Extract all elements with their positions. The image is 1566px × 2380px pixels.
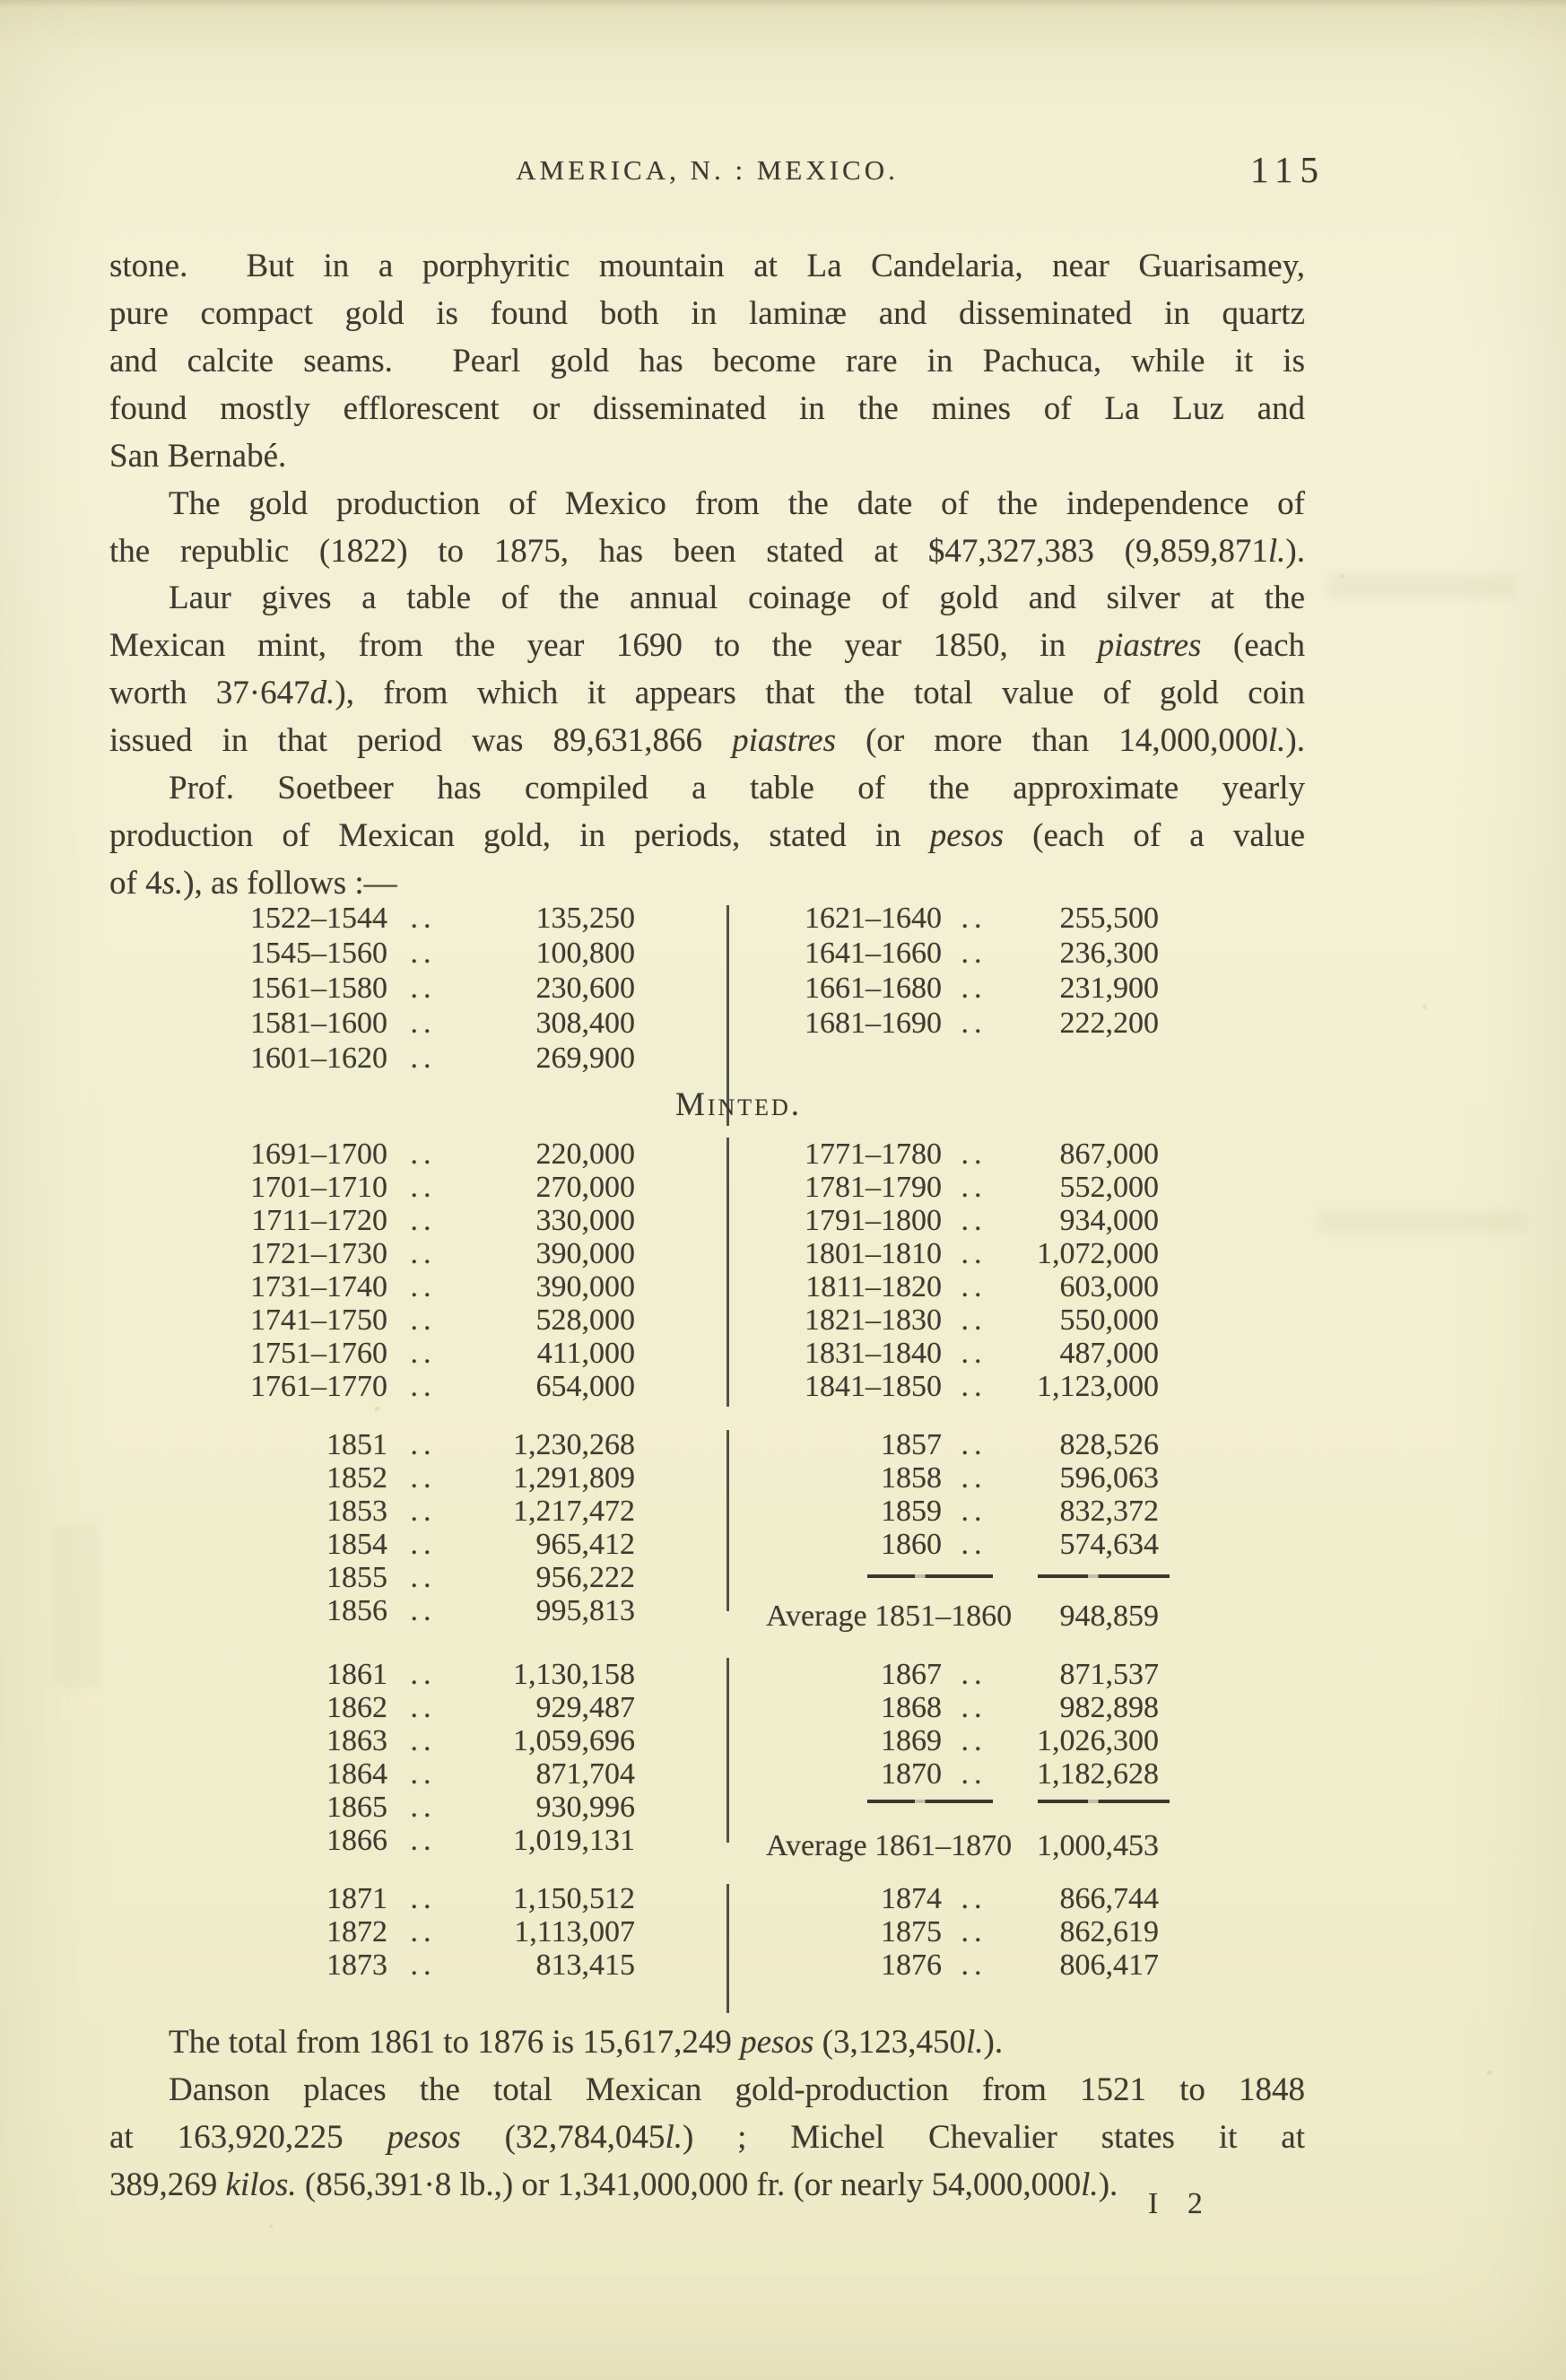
leader-dots: .. [961, 902, 987, 935]
leader-dots: .. [961, 1237, 987, 1270]
value-cell: 867,000 [1059, 1138, 1159, 1171]
italic-run: l. [665, 2119, 683, 2156]
column-divider-line [726, 1658, 729, 1843]
show-through-mark [1318, 1211, 1525, 1233]
leader-dots: .. [410, 1303, 437, 1337]
text-run: (3,123,450 [813, 2024, 966, 2061]
text-run: (856,391·8 lb.,) or 1,341,000,000 fr. (or nearly 54,000,000 [296, 2166, 1082, 2203]
value-cell: 1,019,131 [513, 1824, 635, 1857]
table-right-half [726, 902, 1159, 1042]
minted-heading: Minted. [674, 1086, 803, 1123]
period-cell: 1831–1840 [805, 1337, 942, 1370]
period-cell: 1581–1600 [250, 1007, 387, 1040]
total-rule [867, 1574, 993, 1578]
show-through-mark [54, 1525, 99, 1687]
value-cell: 1,217,472 [513, 1495, 635, 1528]
value-cell: 231,900 [1059, 972, 1159, 1005]
leader-dots: .. [410, 1495, 437, 1528]
value-cell: 1,291,809 [513, 1461, 635, 1495]
value-cell: 390,000 [535, 1270, 635, 1303]
average-label: Average 1851–1860 [766, 1600, 1013, 1633]
text-line [109, 2018, 1305, 2066]
value-cell: 330,000 [535, 1204, 635, 1237]
value-cell: 1,130,158 [513, 1658, 635, 1691]
value-cell: 934,000 [1059, 1204, 1159, 1237]
text-run: ), from which it appears that the total value of gold coin [335, 675, 1305, 711]
value-cell: 552,000 [1059, 1171, 1159, 1204]
period-cell: 1811–1820 [805, 1270, 942, 1303]
leader-dots: .. [410, 1757, 437, 1791]
leader-dots: .. [961, 1007, 987, 1040]
text-run: The total from 1861 to 1876 is 15,617,249 [169, 2024, 741, 2061]
total-rule [867, 1800, 993, 1803]
period-cell: 1874 [881, 1882, 942, 1915]
period-cell: 1771–1780 [805, 1138, 942, 1171]
leader-dots: .. [961, 1658, 987, 1691]
period-cell: 1868 [881, 1691, 942, 1724]
text-run: issued in that period was 89,631,866 [109, 722, 733, 759]
period-cell: 1791–1800 [805, 1204, 942, 1237]
period-cell: 1853 [326, 1495, 387, 1528]
text-line [109, 480, 1305, 527]
period-cell: 1855 [326, 1561, 387, 1594]
italic-run: l. [1267, 533, 1286, 570]
period-cell: 1872 [326, 1915, 387, 1948]
text-line [109, 2114, 1305, 2161]
text-run: Danson places the total Mexican gold-production from 1521 to 1848 [169, 2071, 1305, 2108]
text-run: ). [1098, 2166, 1118, 2203]
italic-run: pesos [387, 2119, 461, 2156]
period-cell: 1861 [326, 1658, 387, 1691]
period-cell: 1862 [326, 1691, 387, 1724]
leader-dots: .. [410, 1428, 437, 1461]
period-cell: 1854 [326, 1528, 387, 1561]
period-cell: 1852 [326, 1461, 387, 1495]
leader-dots: .. [410, 1237, 437, 1270]
value-cell: 866,744 [1059, 1882, 1159, 1915]
show-through-mark [1327, 574, 1516, 597]
page-number: 115 [1250, 149, 1326, 190]
text-line [109, 432, 1305, 480]
italic-run: piastres [1097, 627, 1202, 664]
paragraph-p4 [109, 764, 1305, 907]
value-cell: 929,487 [535, 1691, 635, 1724]
paragraph-p6 [109, 2066, 1305, 2209]
text-line [109, 622, 1305, 669]
period-cell: 1851 [326, 1428, 387, 1461]
leader-dots: .. [961, 1495, 987, 1528]
printer-signature: I 2 [1148, 2187, 1214, 2220]
period-cell: 1865 [326, 1791, 387, 1824]
value-cell: 956,222 [535, 1561, 635, 1594]
text-line [109, 2066, 1305, 2114]
leader-dots: .. [410, 1007, 437, 1040]
leader-dots: .. [961, 1724, 987, 1757]
period-cell: 1801–1810 [805, 1237, 942, 1270]
period-cell: 1691–1700 [250, 1138, 387, 1171]
period-cell: 1821–1830 [805, 1303, 942, 1337]
text-line [109, 527, 1305, 575]
text-run: Prof. Soetbeer has compiled a table of the approximate yearly [169, 770, 1305, 806]
text-run: stone. But in a porphyritic mountain at La Candelaria, near Guarisamey, [109, 248, 1305, 284]
text-run: Laur gives a table of the annual coinage of gold and silver at the [169, 580, 1305, 616]
value-cell: 222,200 [1059, 1007, 1159, 1040]
text-run: San Bernabé. [109, 438, 287, 475]
period-cell: 1864 [326, 1757, 387, 1791]
leader-dots: .. [961, 1138, 987, 1171]
period-cell: 1860 [881, 1528, 942, 1561]
text-run: (32,784,045 [460, 2119, 666, 2156]
leader-dots: .. [410, 1724, 437, 1757]
leader-dots: .. [410, 1138, 437, 1171]
text-run: production of Mexican gold, in periods, stated in [109, 817, 930, 854]
italic-run: pesos [740, 2024, 814, 2061]
text-line [109, 764, 1305, 812]
period-cell: 1681–1690 [805, 1007, 942, 1040]
table-left-half [109, 1658, 635, 1857]
italic-run: l. [1081, 2166, 1099, 2203]
leader-dots: .. [961, 1691, 987, 1724]
leader-dots: .. [410, 937, 437, 970]
leader-dots: .. [961, 1757, 987, 1791]
period-cell: 1545–1560 [250, 937, 387, 970]
value-cell: 1,150,512 [513, 1882, 635, 1915]
text-line [109, 859, 1305, 907]
value-cell: 654,000 [535, 1370, 635, 1403]
value-cell: 574,634 [1059, 1528, 1159, 1561]
leader-dots: .. [410, 1824, 437, 1857]
italic-run: s. [161, 865, 184, 902]
period-cell: 1867 [881, 1658, 942, 1691]
period-cell: 1701–1710 [250, 1171, 387, 1204]
period-cell: 1781–1790 [805, 1171, 942, 1204]
leader-dots: .. [961, 1204, 987, 1237]
value-cell: 1,230,268 [513, 1428, 635, 1461]
value-cell: 487,000 [1059, 1337, 1159, 1370]
value-cell: 236,300 [1059, 937, 1159, 970]
value-cell: 220,000 [535, 1138, 635, 1171]
leader-dots: .. [961, 1270, 987, 1303]
period-cell: 1711–1720 [251, 1204, 387, 1237]
text-run: (or more than 14,000,000 [835, 722, 1268, 759]
value-cell: 828,526 [1059, 1428, 1159, 1461]
value-cell: 1,123,000 [1037, 1370, 1159, 1403]
value-cell: 550,000 [1059, 1303, 1159, 1337]
leader-dots: .. [410, 1204, 437, 1237]
paragraph-p5 [109, 2018, 1305, 2066]
period-cell: 1841–1850 [805, 1370, 942, 1403]
text-line [109, 2161, 1305, 2209]
table-left-half [109, 902, 635, 1077]
paragraph-p2 [109, 480, 1305, 575]
leader-dots: .. [410, 1171, 437, 1204]
value-cell: 871,537 [1059, 1658, 1159, 1691]
leader-dots: .. [410, 1791, 437, 1824]
period-cell: 1859 [881, 1495, 942, 1528]
value-cell: 528,000 [535, 1303, 635, 1337]
leader-dots: .. [961, 1915, 987, 1948]
period-cell: 1871 [326, 1882, 387, 1915]
table-right-half [726, 1882, 1159, 1982]
period-cell: 1869 [881, 1724, 942, 1757]
leader-dots: .. [410, 1594, 437, 1627]
text-line [109, 290, 1305, 337]
period-cell: 1866 [326, 1824, 387, 1857]
table-right-half [726, 1138, 1159, 1403]
value-cell: 813,415 [535, 1948, 635, 1982]
text-line [109, 385, 1305, 432]
table-left-half [109, 1138, 635, 1403]
period-cell: 1857 [881, 1428, 942, 1461]
value-cell: 230,600 [535, 972, 635, 1005]
italic-run: piastres [732, 722, 836, 759]
value-cell: 965,412 [535, 1528, 635, 1561]
value-cell: 930,996 [535, 1791, 635, 1824]
average-value: 948,859 [1059, 1600, 1159, 1633]
leader-dots: .. [961, 1303, 987, 1337]
leader-dots: .. [961, 1882, 987, 1915]
column-divider-line [726, 1884, 729, 2013]
value-cell: 135,250 [535, 902, 635, 935]
text-run: ) ; Michel Chevalier states it at [682, 2119, 1305, 2156]
leader-dots: .. [961, 972, 987, 1005]
italic-run: kilos. [225, 2166, 297, 2203]
leader-dots: .. [961, 1461, 987, 1495]
leader-dots: .. [961, 1948, 987, 1982]
value-cell: 1,072,000 [1037, 1237, 1159, 1270]
text-line [109, 812, 1305, 859]
text-line [109, 242, 1305, 290]
value-cell: 100,800 [535, 937, 635, 970]
value-cell: 255,500 [1059, 902, 1159, 935]
value-cell: 862,619 [1059, 1915, 1159, 1948]
period-cell: 1875 [881, 1915, 942, 1948]
leader-dots: .. [410, 1042, 437, 1075]
text-run: at 163,920,225 [109, 2119, 387, 2156]
leader-dots: .. [961, 1171, 987, 1204]
paragraph-p1 [109, 242, 1305, 480]
value-cell: 411,000 [536, 1337, 635, 1370]
value-cell: 270,000 [535, 1171, 635, 1204]
text-run: The gold production of Mexico from the date of the independence of [169, 485, 1305, 522]
text-run: (each [1201, 627, 1305, 664]
period-cell: 1721–1730 [250, 1237, 387, 1270]
italic-run: pesos [929, 817, 1004, 854]
period-cell: 1876 [881, 1948, 942, 1982]
period-cell: 1761–1770 [250, 1370, 387, 1403]
text-line [109, 717, 1305, 764]
leader-dots: .. [410, 1270, 437, 1303]
text-run: 389,269 [109, 2166, 226, 2203]
rule-spacer-row [726, 1791, 1159, 1824]
value-cell: 832,372 [1059, 1495, 1159, 1528]
text-run: and calcite seams. Pearl gold has become rare in Pachuca, while it is [109, 343, 1305, 379]
period-cell: 1870 [881, 1757, 942, 1791]
value-cell: 390,000 [535, 1237, 635, 1270]
text-run: ). [983, 2024, 1004, 2061]
leader-dots: .. [410, 1370, 437, 1403]
text-line [109, 337, 1305, 385]
period-cell: 1751–1760 [250, 1337, 387, 1370]
leader-dots: .. [961, 937, 987, 970]
table-left-half [109, 1428, 635, 1627]
text-run: Mexican mint, from the year 1690 to the year 1850, in [109, 627, 1098, 664]
italic-run: l. [965, 2024, 984, 2061]
table-right-half [726, 1428, 1159, 1633]
value-cell: 603,000 [1059, 1270, 1159, 1303]
period-cell: 1561–1580 [250, 972, 387, 1005]
value-cell: 1,059,696 [513, 1724, 635, 1757]
leader-dots: .. [961, 1528, 987, 1561]
period-cell: 1873 [326, 1948, 387, 1982]
leader-dots: .. [410, 1337, 437, 1370]
leader-dots: .. [410, 972, 437, 1005]
leader-dots: .. [410, 1882, 437, 1915]
value-cell: 982,898 [1059, 1691, 1159, 1724]
table-left-half [109, 1882, 635, 1982]
leader-dots: .. [410, 1528, 437, 1561]
average-value: 1,000,453 [1037, 1829, 1159, 1862]
leader-dots: .. [961, 1337, 987, 1370]
leader-dots: .. [410, 1561, 437, 1594]
period-cell: 1856 [326, 1594, 387, 1627]
value-cell: 806,417 [1059, 1948, 1159, 1982]
period-cell: 1641–1660 [805, 937, 942, 970]
paper-specks [0, 0, 1, 1]
italic-run: d. [309, 675, 335, 711]
leader-dots: .. [410, 1915, 437, 1948]
period-cell: 1731–1740 [250, 1270, 387, 1303]
leader-dots: .. [410, 1658, 437, 1691]
leader-dots: .. [410, 902, 437, 935]
table-right-half [726, 1658, 1159, 1862]
leader-dots: .. [410, 1948, 437, 1982]
value-cell: 1,026,300 [1037, 1724, 1159, 1757]
text-run: found mostly efflorescent or disseminated in the mines of La Luz and [109, 390, 1305, 427]
period-cell: 1621–1640 [805, 902, 942, 935]
text-line [109, 669, 1305, 717]
value-cell: 596,063 [1059, 1461, 1159, 1495]
period-cell: 1661–1680 [805, 972, 942, 1005]
average-label: Average 1861–1870 [766, 1829, 1013, 1862]
period-cell: 1858 [881, 1461, 942, 1495]
running-header-title: AMERICA, N. : MEXICO. [516, 154, 899, 186]
leader-dots: .. [961, 1428, 987, 1461]
italic-run: l. [1267, 722, 1286, 759]
value-cell: 269,900 [535, 1042, 635, 1075]
total-rule [1038, 1574, 1170, 1578]
value-cell: 995,813 [535, 1594, 635, 1627]
text-run: of 4 [109, 865, 162, 902]
period-cell: 1863 [326, 1724, 387, 1757]
text-run: ). [1285, 722, 1305, 759]
leader-dots: .. [961, 1370, 987, 1403]
text-run: the republic (1822) to 1875, has been stated at $47,327,383 (9,859,871 [109, 533, 1268, 570]
value-cell: 1,113,007 [514, 1915, 635, 1948]
text-run: ). [1285, 533, 1305, 570]
period-cell: 1741–1750 [250, 1303, 387, 1337]
total-rule [1038, 1800, 1170, 1803]
text-run: (each of a value [1003, 817, 1305, 854]
column-divider-line [726, 1430, 729, 1611]
value-cell: 871,704 [535, 1757, 635, 1791]
period-cell: 1601–1620 [250, 1042, 387, 1075]
value-cell: 308,400 [535, 1007, 635, 1040]
text-line [109, 574, 1305, 622]
leader-dots: .. [410, 1691, 437, 1724]
paragraph-p3 [109, 574, 1305, 764]
leader-dots: .. [410, 1461, 437, 1495]
period-cell: 1522–1544 [250, 902, 387, 935]
column-divider-line [726, 1138, 729, 1407]
text-run: worth 37·647 [109, 675, 310, 711]
text-run: pure compact gold is found both in laminæ and disseminated in quartz [109, 295, 1305, 332]
text-run: ), as follows :— [183, 865, 397, 902]
value-cell: 1,182,628 [1037, 1757, 1159, 1791]
